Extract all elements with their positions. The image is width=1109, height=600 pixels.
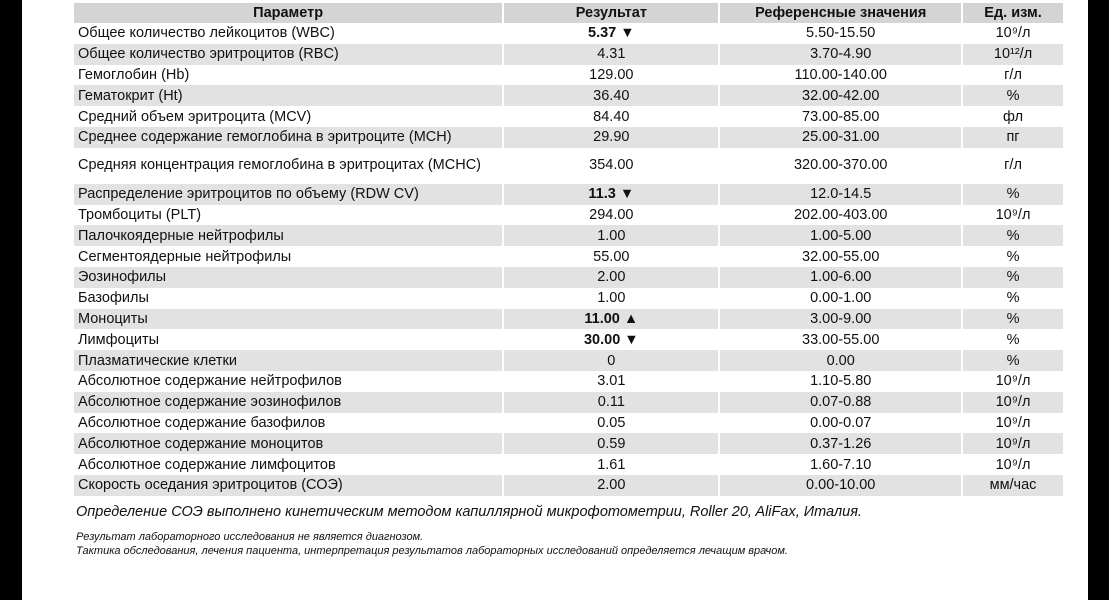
unit-cell: 10¹²/л — [963, 44, 1063, 65]
reference-cell: 320.00-370.00 — [793, 157, 888, 174]
result-cell: 5.37 ▼ — [588, 25, 635, 42]
unit-cell: г/л — [1004, 157, 1022, 174]
table-row — [74, 225, 1063, 246]
header-reference: Референсные значения — [720, 3, 961, 23]
result-cell: 1.61 — [597, 456, 626, 473]
param-cell: Гемоглобин (Hb) — [78, 66, 190, 83]
unit-cell: 10⁹/л — [995, 456, 1031, 473]
table-row — [74, 392, 1063, 413]
table-row — [74, 106, 1063, 127]
reference-cell: 0.37-1.26 — [720, 433, 961, 454]
table-row — [74, 127, 1063, 148]
unit-cell: % — [963, 267, 1063, 288]
reference-cell: 25.00-31.00 — [720, 127, 961, 148]
table-row — [74, 475, 1063, 496]
reference-cell: 32.00-55.00 — [802, 248, 880, 265]
results-table — [72, 3, 1065, 496]
reference-cell: 0.00 — [720, 350, 961, 371]
table-row — [74, 454, 1063, 475]
document-page — [22, 0, 1088, 600]
param-cell: Абсолютное содержание базофилов — [78, 414, 326, 431]
table-row — [74, 23, 1063, 44]
unit-cell: % — [963, 184, 1063, 205]
result-cell: 2.00 — [504, 475, 718, 496]
unit-cell: % — [963, 350, 1063, 371]
result-cell: 30.00 ▼ — [583, 331, 639, 348]
table-row — [74, 288, 1063, 309]
param-cell: Абсолютное содержание моноцитов — [74, 433, 502, 454]
disclaimer-line-2: Тактика обследования, лечения пациента, интерпретация результатов лабораторных исследований определяется лечащим врачом. — [76, 545, 788, 557]
param-cell: Абсолютное содержание эозинофилов — [74, 392, 502, 413]
result-cell: 84.40 — [593, 108, 630, 125]
result-cell: 0.05 — [597, 414, 626, 431]
reference-cell: 0.07-0.88 — [720, 392, 961, 413]
reference-cell: 32.00-42.00 — [720, 85, 961, 106]
reference-cell: 5.50-15.50 — [806, 25, 876, 42]
reference-cell: 1.60-7.10 — [810, 456, 872, 473]
table-row — [74, 309, 1063, 330]
table-row — [74, 350, 1063, 371]
reference-cell: 110.00-140.00 — [794, 66, 887, 83]
reference-cell: 1.10-5.80 — [810, 373, 872, 390]
header-parameter: Параметр — [74, 3, 502, 23]
param-cell: Средний объем эритроцита (MCV) — [78, 108, 312, 125]
disclaimer — [76, 530, 788, 558]
result-cell: 11.00 ▲ — [504, 309, 718, 330]
method-note: Определение СОЭ выполнено кинетическим методом капиллярной микрофотометрии, Roller 20, AliFax, Италия. — [76, 504, 862, 520]
result-cell: 4.31 — [504, 44, 718, 65]
reference-cell: 33.00-55.00 — [802, 331, 880, 348]
result-cell: 2.00 — [504, 267, 718, 288]
param-cell: Абсолютное содержание нейтрофилов — [78, 373, 342, 390]
reference-cell: 12.0-14.5 — [720, 184, 961, 205]
param-cell: Палочкоядерные нейтрофилы — [74, 225, 502, 246]
unit-cell: 10⁹/л — [963, 433, 1063, 454]
reference-cell: 0.00-10.00 — [720, 475, 961, 496]
result-cell: 354.00 — [589, 157, 634, 174]
unit-cell: 10⁹/л — [995, 373, 1031, 390]
table-row — [74, 65, 1063, 86]
reference-cell: 1.00-5.00 — [720, 225, 961, 246]
table-row — [74, 44, 1063, 65]
unit-cell: % — [1006, 331, 1020, 348]
unit-cell: мм/час — [963, 475, 1063, 496]
param-cell: Лимфоциты — [78, 331, 160, 348]
unit-cell: пг — [963, 127, 1063, 148]
reference-cell: 0.00-1.00 — [810, 290, 872, 307]
result-cell: 294.00 — [589, 206, 634, 223]
param-cell: Распределение эритроцитов по объему (RDW CV) — [74, 184, 502, 205]
param-cell: Гематокрит (Ht) — [74, 85, 502, 106]
unit-cell: % — [963, 309, 1063, 330]
unit-cell: 10⁹/л — [995, 206, 1031, 223]
result-cell: 0.59 — [504, 433, 718, 454]
param-cell: Сегментоядерные нейтрофилы — [78, 248, 292, 265]
reference-cell: 202.00-403.00 — [793, 206, 888, 223]
table-row — [74, 205, 1063, 226]
result-cell: 1.00 — [597, 290, 626, 307]
param-cell: Общее количество эритроцитов (RBC) — [74, 44, 502, 65]
param-cell: Эозинофилы — [74, 267, 502, 288]
param-cell: Базофилы — [78, 290, 149, 307]
unit-cell: % — [1006, 248, 1020, 265]
unit-cell: 10⁹/л — [995, 25, 1031, 42]
result-cell: 55.00 — [593, 248, 630, 265]
param-cell: Абсолютное содержание лимфоцитов — [78, 456, 336, 473]
result-cell: 11.3 ▼ — [504, 184, 718, 205]
table-row — [74, 267, 1063, 288]
table-row — [74, 184, 1063, 205]
param-cell: Общее количество лейкоцитов (WBC) — [78, 25, 335, 42]
param-cell: Средняя концентрация гемоглобина в эритроцитах (MCHC) — [78, 157, 481, 174]
unit-cell: фл — [1002, 108, 1024, 125]
table-row — [74, 246, 1063, 267]
unit-cell: % — [1006, 290, 1020, 307]
reference-cell: 3.00-9.00 — [720, 309, 961, 330]
table-row — [74, 329, 1063, 350]
param-cell: Скорость оседания эритроцитов (СОЭ) — [74, 475, 502, 496]
result-cell: 0.11 — [504, 392, 718, 413]
table-row — [74, 371, 1063, 392]
table-row — [74, 148, 1063, 184]
unit-cell: % — [963, 85, 1063, 106]
table-row — [74, 85, 1063, 106]
reference-cell: 3.70-4.90 — [720, 44, 961, 65]
table-row — [74, 413, 1063, 434]
reference-cell: 1.00-6.00 — [720, 267, 961, 288]
unit-cell: 10⁹/л — [963, 392, 1063, 413]
result-cell: 1.00 — [504, 225, 718, 246]
table-header-row — [74, 3, 1063, 23]
header-result: Результат — [504, 3, 718, 23]
result-cell: 129.00 — [589, 66, 634, 83]
unit-cell: г/л — [1004, 66, 1022, 83]
param-cell: Моноциты — [74, 309, 502, 330]
param-cell: Плазматические клетки — [74, 350, 502, 371]
result-cell: 29.90 — [504, 127, 718, 148]
result-cell: 0 — [504, 350, 718, 371]
header-unit: Ед. изм. — [963, 3, 1063, 23]
table-row — [74, 433, 1063, 454]
disclaimer-line-1: Результат лабораторного исследования не является диагнозом. — [76, 531, 424, 543]
reference-cell: 0.00-0.07 — [810, 414, 872, 431]
result-cell: 3.01 — [597, 373, 626, 390]
param-cell: Тромбоциты (PLT) — [78, 206, 202, 223]
unit-cell: 10⁹/л — [995, 414, 1031, 431]
result-cell: 36.40 — [504, 85, 718, 106]
unit-cell: % — [963, 225, 1063, 246]
reference-cell: 73.00-85.00 — [802, 108, 880, 125]
param-cell: Среднее содержание гемоглобина в эритроците (MCH) — [74, 127, 502, 148]
